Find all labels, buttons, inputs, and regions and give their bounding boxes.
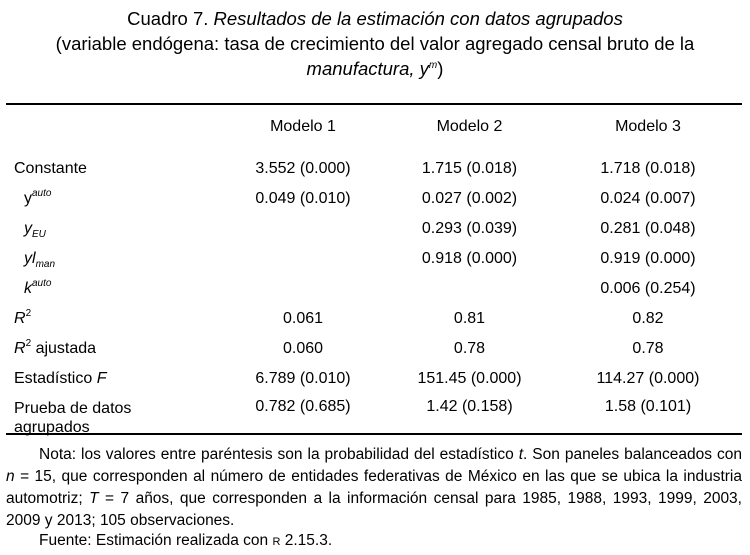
results-table: [14, 106, 734, 442]
header-modelo-2: Modelo 2: [436, 118, 503, 135]
table-row: [14, 304, 734, 334]
table-cell: 0.027 (0.002): [421, 190, 518, 207]
table-cell: 1.718 (0.018): [600, 160, 696, 177]
table-row: [14, 214, 734, 244]
caption-line-1: [8, 6, 742, 31]
table-cell: [229, 214, 377, 244]
table-note: Nota: los valores entre paréntesis son la probabilidad del estadístico t. Son paneles balanceados con n = 15, que corresponden al número de entidades federativas de México en las que se ubica la industria automotriz; T = 7 años, que corresponden a la información censal para 1985, 1988, 1993, 1999, 2003, 2009 y 2013; 105 observaciones.: [6, 446, 742, 529]
table-cell: 0.78: [632, 340, 664, 357]
table-cell: [229, 274, 377, 304]
header-modelo-3: Modelo 3: [615, 118, 681, 135]
caption-line-2: (variable endógena: tasa de crecimiento del valor agregado censal bruto de la: [55, 33, 695, 54]
table-cell: 0.82: [632, 310, 664, 327]
table-cell: 151.45 (0.000): [417, 370, 522, 387]
table-cell: 1.42 (0.158): [426, 398, 513, 415]
table-row: [14, 184, 734, 214]
table-cell: 0.782 (0.685): [255, 398, 351, 415]
caption-prefix: Cuadro 7.: [127, 8, 214, 29]
table-cell: 0.006 (0.254): [600, 280, 696, 297]
table-row: [14, 274, 734, 304]
caption-line-3: [8, 56, 742, 81]
table-cell: 0.293 (0.039): [421, 220, 518, 237]
table-row: [14, 334, 734, 364]
table-cell: 0.049 (0.010): [255, 190, 351, 207]
header-empty: [14, 106, 229, 148]
row-label: Estadístico F: [14, 370, 107, 387]
table-cell: [377, 274, 562, 304]
table-cell: 3.552 (0.000): [255, 160, 351, 177]
row-label: $yl_{man}$: [24, 250, 56, 270]
table-cell: 1.715 (0.018): [421, 160, 518, 177]
table-row: [14, 244, 734, 274]
table-cell: 0.78: [453, 340, 486, 357]
table-cell: 0.061: [282, 310, 324, 327]
caption-superscript: m: [428, 60, 438, 71]
table-cell: 114.27 (0.000): [596, 370, 700, 387]
table-cell: 0.281 (0.048): [600, 220, 696, 237]
table-cell: 0.919 (0.000): [600, 250, 696, 267]
bottom-rule: [6, 433, 742, 435]
table-caption: [8, 0, 742, 81]
header-modelo-1: Modelo 1: [270, 118, 336, 135]
row-label: Prueba de datos agrupados: [14, 400, 132, 436]
table-cell: 1.58 (0.101): [604, 398, 692, 415]
top-rule: [6, 103, 742, 105]
table-cell: 0.918 (0.000): [421, 250, 518, 267]
table-cell: 0.81: [453, 310, 486, 327]
caption-line-3-italic: manufactura, y: [306, 58, 429, 79]
row-label: $y_{EU}$: [24, 220, 46, 240]
table-cell: [229, 244, 377, 274]
table-cell: 0.024 (0.007): [600, 190, 696, 207]
row-label: $y^{auto}$: [24, 188, 52, 207]
table-row: [14, 364, 734, 394]
table-row: [14, 154, 734, 184]
table-source: Fuente: Estimación realizada con R 2.15.3.: [39, 532, 333, 549]
row-label: $R^2$: [14, 308, 32, 327]
caption-italic: Resultados de la estimación con datos agrupados: [213, 8, 623, 29]
caption-line-3-end: ): [437, 58, 444, 79]
table-cell: 0.060: [282, 340, 324, 357]
table-cell: 6.789 (0.010): [255, 370, 351, 387]
row-label: $k^{auto}$: [24, 278, 52, 297]
row-label: $R^2$ ajustada: [14, 338, 97, 357]
row-label: Constante: [14, 160, 87, 177]
